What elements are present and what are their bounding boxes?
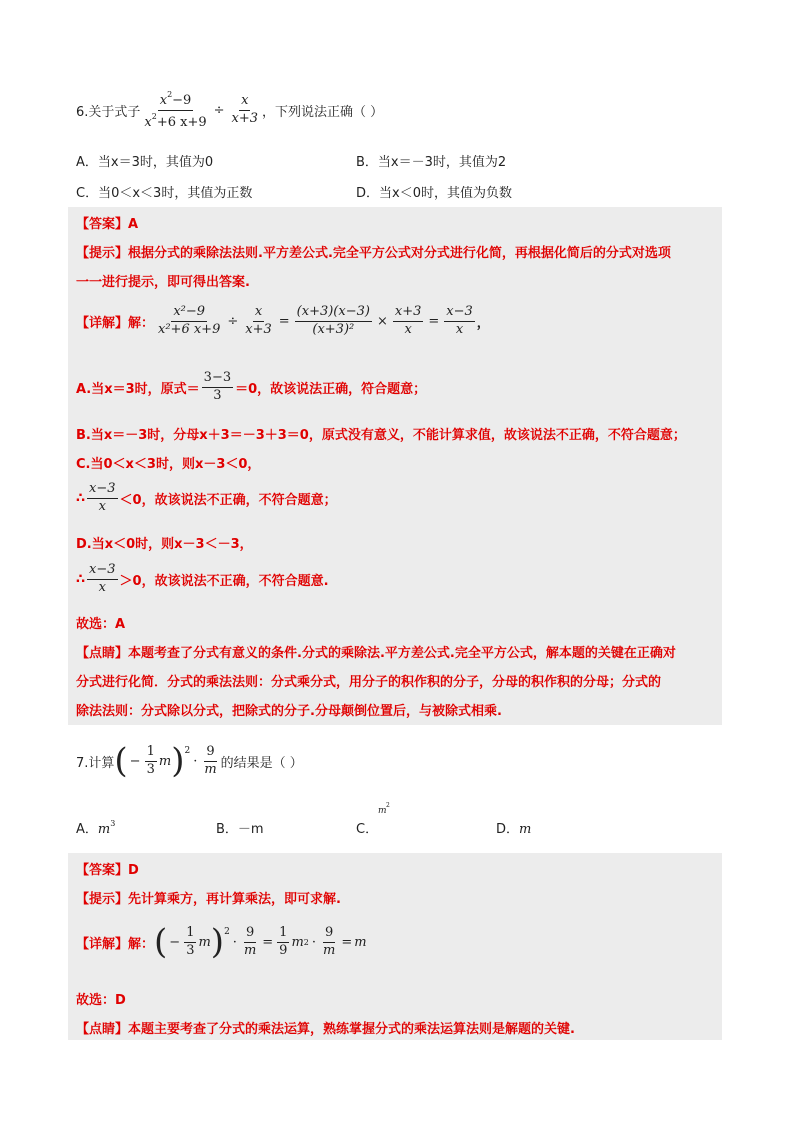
q6-detail: 【详解】解： $\frac{\text{x²−9}}{\text{x²+6 x+9}}$ ÷ $\frac{x}{x+3}$ = $\frac{(x+3)(x-3)}{\text{(x+3)²}}$ × $\frac{x+3}{x}$ = $\frac{x-3}{x}$ ， xyxy=(76,304,490,337)
left-paren: ( xyxy=(114,741,128,781)
q7-stem: 7.计算 ( − $\frac{1}{3}$ m ) $^2$ · $\frac{9}{m}$ 的结果是（ ） xyxy=(76,741,303,781)
q7-stem-suffix: 的结果是（ ） xyxy=(220,755,303,771)
a-fraction: $\frac{3-3}{3}$ xyxy=(203,370,232,403)
detail-fraction-3: $\frac{(x+3)(x-3)}{\text{(x+3)²}}$ xyxy=(296,304,370,337)
equals-sign: = xyxy=(428,313,440,329)
q6-option-a: A．当x＝3时，其值为0 xyxy=(76,155,214,170)
q7-option-d: D．m xyxy=(496,822,532,837)
q6-hint-line-2: 一一进行提示，即可得出答案. xyxy=(76,275,250,290)
equals-sign: = xyxy=(278,313,290,329)
dot-sign: · xyxy=(193,753,198,769)
q7-stem-prefix: 7.计算 xyxy=(76,755,115,771)
q6-a-analysis: A.当x＝3时，原式＝ $\frac{3-3}{3}$ ＝0，故该说法正确，符合题意； xyxy=(76,370,427,403)
q6-d-conclusion: ∴ $\frac{x-3}{x}$ ＞0，故该说法不正确，不符合题意. xyxy=(76,562,329,595)
q6-stem-suffix: ，下列说法正确（ ） xyxy=(262,104,384,120)
q6-answer-box xyxy=(68,207,722,725)
q6-option-d: D．当x＜0时，其值为负数 xyxy=(356,186,512,201)
q6-expr-fraction-2: $\frac{x}{x+3}$ xyxy=(231,93,259,126)
q6-c-conclusion: ∴ $\frac{x-3}{x}$ ＜0，故该说法不正确，不符合题意； xyxy=(76,481,337,514)
q7-hint: 【提示】先计算乘方，再计算乘法，即可求解. xyxy=(76,892,341,907)
q6-option-c: C．当0＜x＜3时，其值为正数 xyxy=(76,186,253,201)
q7-detail-fraction-1: $\frac{1}{3}$ xyxy=(186,924,195,958)
q6-stem-prefix: 6.关于式子 xyxy=(76,104,141,120)
q7-detail-label: 【详解】解： xyxy=(76,936,155,952)
q6-answer: 【答案】A xyxy=(76,217,139,232)
q7-fraction-1: $\frac{1}{3}$ xyxy=(146,743,155,777)
d-fraction: $\frac{x-3}{x}$ xyxy=(89,562,116,595)
q6-note-line-3: 除法法则：分式除以分式，把除式的分子.分母颠倒位置后，与被除式相乘. xyxy=(76,704,502,719)
q6-hint-line-1: 【提示】根据分式的乘除法法则.平方差公式.完全平方公式对分式进行化简，再根据化简后的分式对选项 xyxy=(76,246,671,261)
therefore-sign: ∴ xyxy=(76,490,86,506)
q7-option-a: A．$m^3$ xyxy=(76,819,116,837)
q7-note: 【点睛】本题主要考查了分式的乘法运算，熟练掌握分式的乘法运算法则是解题的关键. xyxy=(76,1022,575,1037)
divide-sign: ÷ xyxy=(227,313,239,329)
q7-answer: 【答案】D xyxy=(76,863,139,878)
detail-fraction-5: $\frac{x-3}{x}$ xyxy=(446,304,473,337)
q6-stem xyxy=(76,90,383,131)
q7-detail-fraction-4: $\frac{9}{m}$ xyxy=(323,924,336,958)
q6-expr-fraction-1: $\frac{x^2-9}{x^2+6 x+9}$ xyxy=(144,90,207,130)
q7-fraction-2: $\frac{9}{m}$ xyxy=(204,743,217,777)
q7-detail-fraction-3: $\frac{1}{9}$ xyxy=(279,924,288,958)
q7-answer-box xyxy=(68,853,722,1040)
q7-option-c: C． m 2 xyxy=(356,802,390,837)
times-sign: × xyxy=(376,313,388,329)
q7-option-b: B．－m xyxy=(216,822,264,837)
detail-fraction-2: $\frac{x}{x+3}$ xyxy=(245,304,272,337)
divide-sign: ÷ xyxy=(213,102,225,118)
q7-detail-fraction-2: $\frac{9}{m}$ xyxy=(243,924,257,958)
q6-d-analysis: D.当x＜0时，则x－3＜－3， xyxy=(76,537,253,552)
c-fraction: $\frac{x-3}{x}$ xyxy=(89,481,116,514)
q6-note-line-2: 分式进行化简．分式的乘法法则：分式乘分式，用分子的积作积的分子，分母的积作积的分母；分式的 xyxy=(76,675,662,690)
q6-detail-label: 【详解】解： xyxy=(76,315,155,331)
q6-note-line-1: 【点睛】本题考查了分式有意义的条件.分式的乘除法.平方差公式.完全平方公式，解本题的关键在正确对 xyxy=(76,646,676,661)
q6-c-analysis: C.当0＜x＜3时，则x－3＜0， xyxy=(76,457,261,472)
right-paren: ) xyxy=(171,741,185,781)
q6-option-b: B．当x＝－3时，其值为2 xyxy=(356,155,507,170)
q6-b-analysis: B.当x＝－3时，分母x＋3＝－3＋3＝0，原式没有意义，不能计算求值，故该说法不正确，不符合题意； xyxy=(76,428,686,443)
q7-detail: 【详解】解： ( − $\frac{1}{3}$ m ) $^2$ · $\frac{9}{m}$ = $\frac{1}{9}$ m 2 · $\frac{9}{m}$ = m xyxy=(76,922,367,962)
q7-choose: 故选：D xyxy=(76,993,126,1008)
detail-fraction-1: $\frac{\text{x²−9}}{\text{x²+6 x+9}}$ xyxy=(158,304,221,337)
detail-fraction-4: $\frac{x+3}{x}$ xyxy=(394,304,422,337)
therefore-sign: ∴ xyxy=(76,571,86,587)
q6-choose: 故选：A xyxy=(76,617,126,632)
